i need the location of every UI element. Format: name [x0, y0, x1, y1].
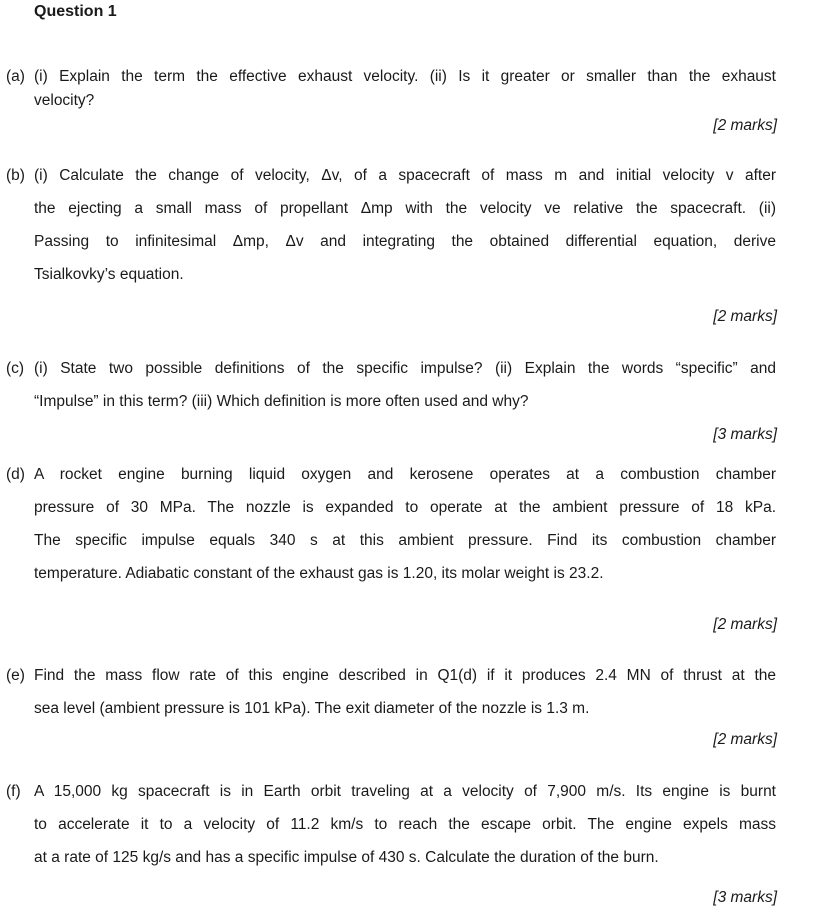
question-text-line: Tsialkovky’s equation. [34, 266, 184, 283]
question-label: (e) [6, 667, 25, 684]
question-label: (f) [6, 783, 21, 800]
question-text-line: “Impulse” in this term? (iii) Which definition is more often used and why? [34, 393, 529, 410]
question-text-line: A 15,000 kg spacecraft is in Earth orbit traveling at a velocity of 7,900 m/s. Its engine is burnt [34, 783, 776, 800]
marks-label: [3 marks] [713, 889, 777, 906]
marks-label: [2 marks] [713, 308, 777, 325]
question-label: (a) [6, 68, 25, 85]
question-text-line: (i) State two possible definitions of the specific impulse? (ii) Explain the words “specific” and [34, 360, 776, 377]
marks-label: [3 marks] [713, 426, 777, 443]
question-text-line: Passing to infinitesimal Δmp, Δv and integrating the obtained differential equation, derive [34, 233, 776, 250]
question-label: (d) [6, 466, 25, 483]
marks-label: [2 marks] [713, 117, 777, 134]
marks-label: [2 marks] [713, 731, 777, 748]
marks-label: [2 marks] [713, 616, 777, 633]
question-text-line: (i) Calculate the change of velocity, Δv, of a spacecraft of mass m and initial velocity v after [34, 167, 776, 184]
question-text-line: pressure of 30 MPa. The nozzle is expanded to operate at the ambient pressure of 18 kPa. [34, 499, 776, 516]
question-text-line: (i) Explain the term the effective exhaust velocity. (ii) Is it greater or smaller than the exhaust [34, 68, 776, 85]
question-text-line: A rocket engine burning liquid oxygen and kerosene operates at a combustion chamber [34, 466, 776, 483]
question-label: (c) [6, 360, 25, 377]
question-text-line: to accelerate it to a velocity of 11.2 km/s to reach the escape orbit. The engine expels mass [34, 816, 776, 833]
question-text-line: The specific impulse equals 340 s at this ambient pressure. Find its combustion chamber [34, 532, 776, 549]
question-text-line: sea level (ambient pressure is 101 kPa). The exit diameter of the nozzle is 1.3 m. [34, 700, 590, 717]
question-text-line: Find the mass flow rate of this engine described in Q1(d) if it produces 2.4 MN of thrust at the [34, 667, 776, 684]
question-text-line: the ejecting a small mass of propellant Δmp with the velocity ve relative the spacecraft. (ii) [34, 200, 776, 217]
question-text-line: temperature. Adiabatic constant of the exhaust gas is 1.20, its molar weight is 23.2. [34, 565, 604, 582]
question-label: (b) [6, 167, 25, 184]
document-title: Question 1 [34, 3, 117, 20]
question-text-line: at a rate of 125 kg/s and has a specific impulse of 430 s. Calculate the duration of the burn. [34, 849, 659, 866]
question-text-line: velocity? [34, 92, 95, 109]
